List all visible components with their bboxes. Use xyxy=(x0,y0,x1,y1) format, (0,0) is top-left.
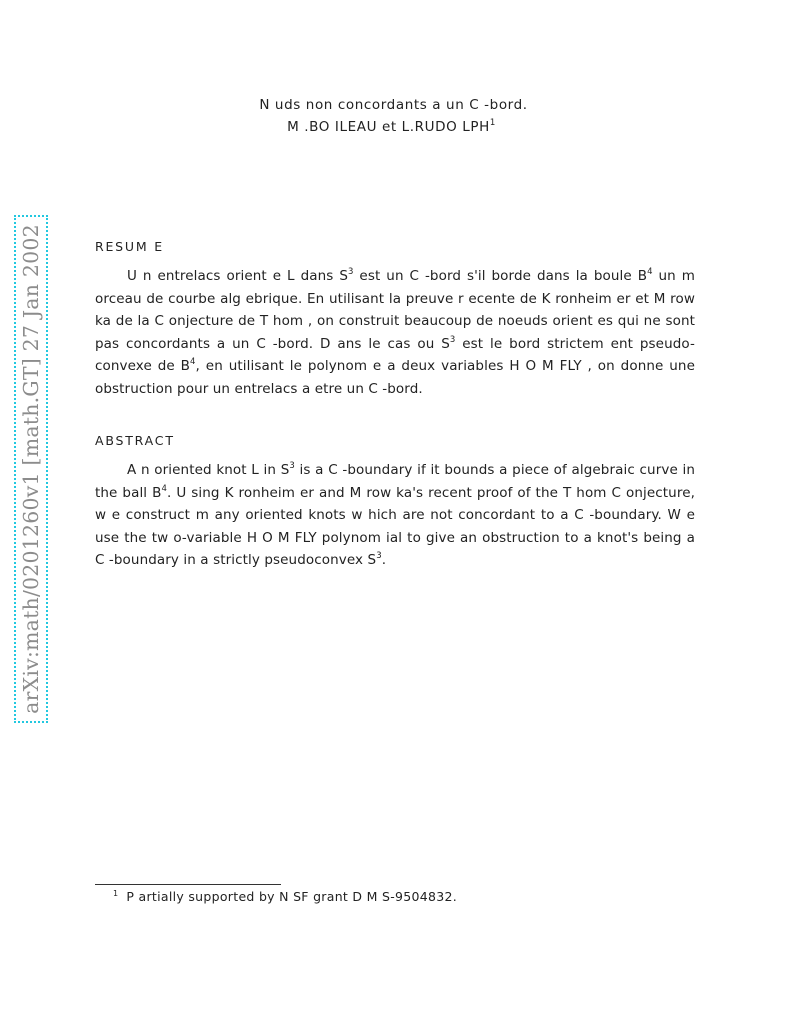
resume-sup-4: 4 xyxy=(190,357,196,368)
footnote-rule xyxy=(95,884,281,885)
abstract-text-4: . xyxy=(381,552,387,569)
abstract-heading: ABSTRACT xyxy=(95,433,175,448)
resume-sup-3: 3 xyxy=(449,334,456,345)
authors-text: M .BO ILEAU et L.RUDO LPH xyxy=(287,119,490,135)
arxiv-stamp-text: arXiv:math/0201260v1 [math.GT] 27 Jan 2002 xyxy=(19,224,43,714)
abstract-paragraph xyxy=(95,459,695,572)
resume-sup-1: 3 xyxy=(348,267,354,277)
paper-authors xyxy=(0,116,787,138)
abstract-sup-3: 3 xyxy=(376,551,382,562)
resume-section xyxy=(95,237,695,401)
abstract-sup-1: 3 xyxy=(289,461,295,471)
resume-text-1: U n entrelacs orient e L dans S xyxy=(127,268,348,284)
resume-text-5: , en utilisant le polynom e a deux variables H O M FLY , on donne une obstruction pour un entrelacs a etre un C -bord. xyxy=(95,358,695,397)
resume-heading: RESUM E xyxy=(95,239,164,254)
resume-text-4: est le bord strictem ent pseudo-convexe de B xyxy=(95,335,695,375)
resume-paragraph xyxy=(95,265,695,401)
paper-title: N uds non concordants a un C -bord. xyxy=(259,97,528,113)
resume-text-2: est un C -bord s'il borde dans la boule B xyxy=(353,268,648,284)
abstract-text-3: . U sing K ronheim er and M row ka's recent proof of the T hom C onjecture, w e construct m any oriented knots w hich are not concordant to a C -boundary. W e use the tw o-variable H O M FLY polynom ial to give an obstruction to a knot's being a C -boundary in a strictly pseudoconvex S xyxy=(95,484,695,569)
title-block xyxy=(0,94,791,138)
abstract-section xyxy=(95,431,695,572)
footnote-mark: 1 xyxy=(113,889,119,898)
arxiv-stamp xyxy=(14,215,48,723)
abstract-sup-2: 4 xyxy=(161,483,167,494)
footnote xyxy=(113,889,457,904)
resume-sup-2: 4 xyxy=(647,267,653,277)
resume-text-3: un m orceau de courbe alg ebrique. En utilisant la preuve r ecente de K ronheim er et M row ka de la C onjecture de T hom , on construit beaucoup de noeuds orient es qui ne sont pas concordants a un C -bord. D ans le cas ou S xyxy=(95,268,695,352)
abstract-text-1: A n oriented knot L in S xyxy=(127,462,290,478)
authors-footnote-mark: 1 xyxy=(489,118,496,128)
footnote-text: P artially supported by N SF grant D M S-9504832. xyxy=(126,889,458,904)
abstract-text-2: is a C -boundary if it bounds a piece of algebraic curve in the ball B xyxy=(95,462,695,501)
